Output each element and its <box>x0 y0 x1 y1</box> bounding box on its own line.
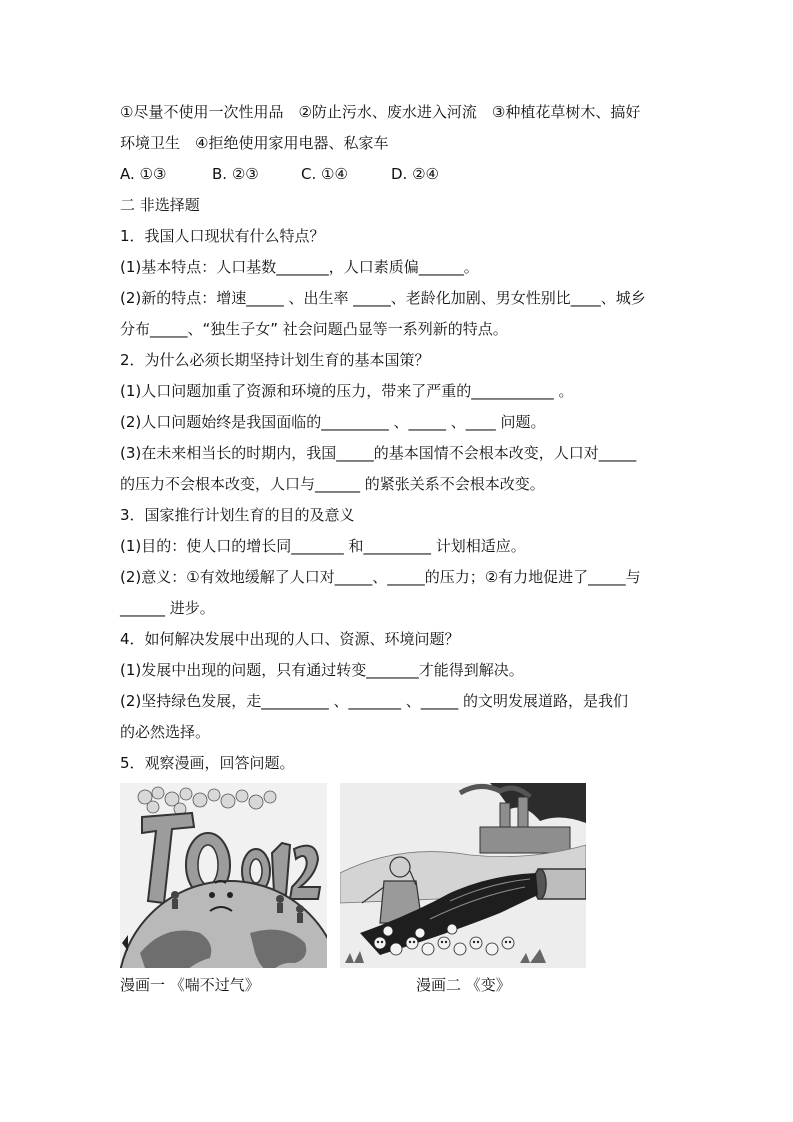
q3-part-1: (1)目的：使人口的增长同_______ 和_________ 计划相适应。 <box>120 537 526 555</box>
worksheet <box>120 97 680 779</box>
comic-overpopulated-earth <box>120 783 327 968</box>
question-1: 1．我国人口现状有什么特点？ <box>120 227 325 245</box>
option-b: B. ②③ <box>212 165 259 183</box>
q4-part-2: (2)坚持绿色发展，走_________ 、_______ 、_____ 的文明发展道路，是我们 <box>120 692 629 710</box>
comic1-caption: 漫画一 《喘不过气》 <box>120 976 260 994</box>
q4-part-1: (1)发展中出现的问题，只有通过转变_______才能得到解决。 <box>120 661 524 679</box>
option-c: C. ①④ <box>301 165 348 183</box>
option-a: A. ①③ <box>120 165 167 183</box>
section-title: 二 非选择题 <box>120 196 200 214</box>
option-d: D. ②④ <box>391 165 439 183</box>
q1-part-2-cont: 分布_____、“独生子女” 社会问题凸显等一系列新的特点。 <box>120 320 508 338</box>
q4-part-2-cont: 的必然选择。 <box>120 723 211 741</box>
question-4: 4．如何解决发展中出现的人口、资源、环境问题？ <box>120 630 460 648</box>
q2-part-1: (1)人口问题加重了资源和环境的压力，带来了严重的___________ 。 <box>120 382 574 400</box>
pollution-illustration <box>340 783 586 968</box>
answer-options <box>120 159 680 190</box>
q1-part-1: (1)基本特点：人口基数_______，人口素质偏______。 <box>120 258 479 276</box>
question-2: 2．为什么必须长期坚持计划生育的基本国策？ <box>120 351 430 369</box>
q2-part-2: (2)人口问题始终是我国面临的_________ 、_____ 、____ 问题。 <box>120 413 546 431</box>
comics-row <box>120 783 590 968</box>
question-3: 3．国家推行计划生育的目的及意义 <box>120 506 355 524</box>
q1-part-2: (2)新的特点：增速_____ 、出生率 _____、老龄化加剧、男女性别比____、城乡 <box>120 289 646 307</box>
comic2-caption: 漫画二 《变》 <box>416 976 511 994</box>
q3-part-2-cont: ______ 进步。 <box>120 599 215 617</box>
choice-line-2: 环境卫生 ④拒绝使用家用电器、私家车 <box>120 134 389 152</box>
choice-line-1: ①尽量不使用一次性用品 ②防止污水、废水进入河流 ③种植花草树木、搞好 <box>120 103 641 121</box>
earth-illustration <box>120 783 327 968</box>
comic-captions <box>120 972 590 998</box>
q3-part-2: (2)意义：①有效地缓解了人口对_____、_____的压力；②有力地促进了_____与 <box>120 568 641 586</box>
q2-part-3-cont: 的压力不会根本改变，人口与______ 的紧张关系不会根本改变。 <box>120 475 545 493</box>
comic-polluted-river <box>340 783 586 968</box>
q2-part-3: (3)在未来相当长的时期内，我国_____的基本国情不会根本改变，人口对_____ <box>120 444 637 462</box>
question-5: 5．观察漫画，回答问题。 <box>120 754 295 772</box>
